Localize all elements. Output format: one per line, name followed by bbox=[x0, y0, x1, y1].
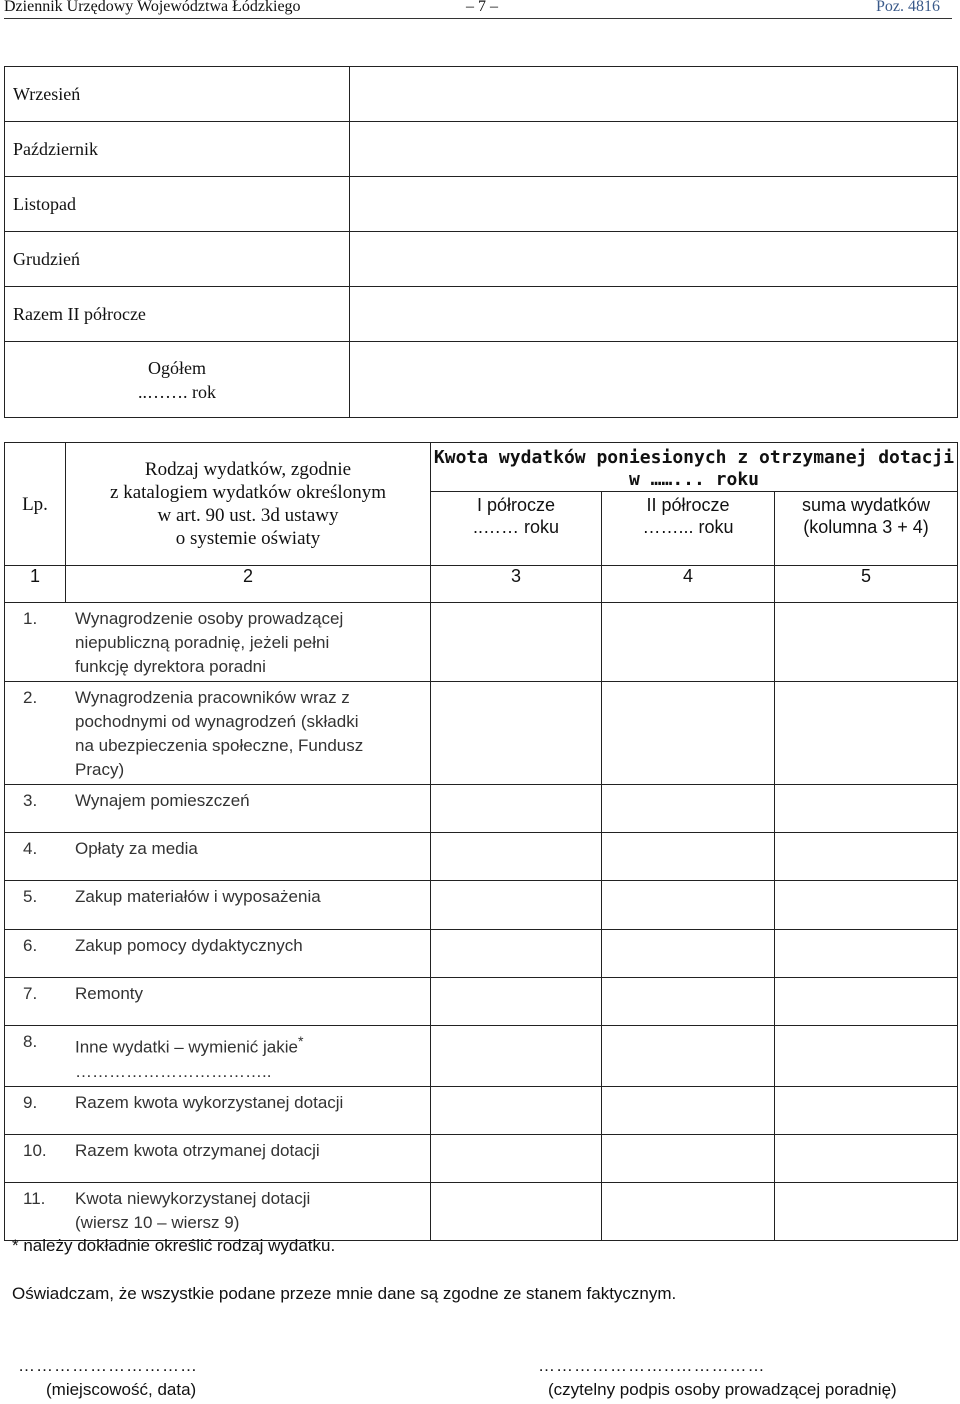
footnote-marker: * bbox=[297, 1034, 304, 1050]
table-row bbox=[5, 603, 958, 682]
second-half-header bbox=[602, 492, 775, 566]
second-half-cell[interactable] bbox=[602, 833, 775, 881]
row-text-dots: …………………………….. bbox=[75, 1061, 272, 1081]
grand-total-year: ..……. rok bbox=[138, 381, 216, 402]
col-lp-header: Lp. bbox=[5, 443, 66, 566]
month-value-cell[interactable] bbox=[350, 122, 958, 177]
table-row bbox=[5, 881, 958, 930]
row-text: Opłaty za media bbox=[75, 839, 198, 858]
first-half-cell[interactable] bbox=[431, 833, 602, 881]
row-number: 9. bbox=[23, 1092, 38, 1112]
column-number: 2 bbox=[66, 566, 431, 603]
second-half-cell[interactable] bbox=[602, 1134, 775, 1182]
row-description bbox=[5, 930, 431, 978]
row-number: 3. bbox=[23, 791, 38, 810]
type-header-line: o systemie oświaty bbox=[175, 528, 321, 549]
row-description bbox=[5, 603, 431, 682]
first-half-cell[interactable] bbox=[431, 881, 602, 930]
month-row bbox=[5, 232, 958, 287]
first-half-cell[interactable] bbox=[431, 930, 602, 978]
sum-cell[interactable] bbox=[775, 833, 958, 881]
column-number: 4 bbox=[602, 566, 775, 603]
row-number: 2. bbox=[23, 688, 38, 707]
second-half-cell[interactable] bbox=[602, 603, 775, 682]
row-description bbox=[5, 1182, 431, 1240]
row-text: Wynagrodzenia pracowników wraz z pochodnymi od wynagrodzeń (składki na ubezpieczenia społeczne, Fundusz Pracy) bbox=[75, 688, 364, 779]
row-number: 6. bbox=[23, 936, 38, 955]
sum-cell[interactable] bbox=[775, 1182, 958, 1240]
month-value-cell[interactable] bbox=[350, 67, 958, 122]
row-description bbox=[5, 1134, 431, 1182]
sum-cell[interactable] bbox=[775, 682, 958, 785]
table-row bbox=[5, 833, 958, 881]
grand-total-title: Ogółem bbox=[148, 357, 206, 378]
signature-line[interactable]: …………………..…………… bbox=[538, 1356, 766, 1375]
row-text: Remonty bbox=[75, 984, 144, 1003]
second-half-cell[interactable] bbox=[602, 978, 775, 1026]
row-text: Razem kwota wykorzystanej dotacji bbox=[75, 1092, 344, 1112]
sum-cell[interactable] bbox=[775, 1026, 958, 1087]
type-header-line: w art. 90 ust. 3d ustawy bbox=[157, 505, 339, 526]
sum-header bbox=[775, 492, 958, 566]
place-date-line[interactable]: ………………………… bbox=[18, 1356, 198, 1375]
row-number: 10. bbox=[23, 1140, 47, 1160]
first-half-cell[interactable] bbox=[431, 978, 602, 1026]
first-half-cell[interactable] bbox=[431, 1134, 602, 1182]
row-number: 7. bbox=[23, 984, 38, 1003]
first-half-label: I półrocze bbox=[476, 495, 556, 515]
first-half-cell[interactable] bbox=[431, 785, 602, 833]
row-text: Kwota niewykorzystanej dotacji (wiersz 10 – wiersz 9) bbox=[75, 1188, 311, 1232]
page-number: – 7 – bbox=[466, 0, 498, 15]
row-text: Zakup pomocy dydaktycznych bbox=[75, 936, 303, 955]
table-row bbox=[5, 978, 958, 1026]
month-row bbox=[5, 122, 958, 177]
row-text: Wynajem pomieszczeń bbox=[75, 791, 250, 810]
grand-total-label bbox=[5, 342, 350, 418]
table-row bbox=[5, 1026, 958, 1087]
table-row bbox=[5, 1086, 958, 1134]
header-row-1 bbox=[5, 443, 958, 492]
second-half-cell[interactable] bbox=[602, 1182, 775, 1240]
row-number: 5. bbox=[23, 887, 38, 906]
month-label: Listopad bbox=[5, 177, 350, 232]
column-number: 5 bbox=[775, 566, 958, 603]
sum-cell[interactable] bbox=[775, 1134, 958, 1182]
amount-header-line: Kwota wydatków poniesionych z otrzymanej dotacji bbox=[433, 447, 955, 468]
row-text: Zakup materiałów i wyposażenia bbox=[75, 887, 321, 906]
row-text: Razem kwota otrzymanej dotacji bbox=[75, 1140, 320, 1160]
first-half-cell[interactable] bbox=[431, 603, 602, 682]
row-description bbox=[5, 682, 431, 785]
journal-title: Dziennik Urzędowy Województwa Łódzkiego bbox=[4, 0, 301, 15]
months-table bbox=[4, 66, 958, 418]
row-description bbox=[5, 1086, 431, 1134]
type-header-line: Rodzaj wydatków, zgodnie bbox=[144, 459, 352, 480]
column-number: 1 bbox=[5, 566, 66, 603]
table-row bbox=[5, 785, 958, 833]
month-label: Październik bbox=[5, 122, 350, 177]
second-half-cell[interactable] bbox=[602, 785, 775, 833]
sum-cell[interactable] bbox=[775, 785, 958, 833]
month-value-cell[interactable] bbox=[350, 287, 958, 342]
month-label: Wrzesień bbox=[5, 67, 350, 122]
second-half-cell[interactable] bbox=[602, 1086, 775, 1134]
row-description bbox=[5, 833, 431, 881]
month-row bbox=[5, 177, 958, 232]
first-half-cell[interactable] bbox=[431, 1086, 602, 1134]
type-header-line: z katalogiem wydatków określonym bbox=[110, 482, 386, 503]
half-year-total-label: Razem II półrocze bbox=[5, 287, 350, 342]
place-date-caption: (miejscowość, data) bbox=[46, 1380, 197, 1399]
sum-cell[interactable] bbox=[775, 978, 958, 1026]
row-description bbox=[5, 978, 431, 1026]
sum-formula: (kolumna 3 + 4) bbox=[803, 517, 929, 537]
sum-cell[interactable] bbox=[775, 930, 958, 978]
first-half-cell[interactable] bbox=[431, 1182, 602, 1240]
table-row bbox=[5, 1182, 958, 1240]
sum-label: suma wydatków bbox=[801, 495, 931, 515]
total-row bbox=[5, 342, 958, 418]
sum-cell[interactable] bbox=[775, 1086, 958, 1134]
month-row bbox=[5, 287, 958, 342]
second-half-year: ……... roku bbox=[642, 517, 734, 537]
table-row bbox=[5, 930, 958, 978]
column-number: 3 bbox=[431, 566, 602, 603]
expenses-table bbox=[4, 442, 958, 1241]
table-row bbox=[5, 682, 958, 785]
footnote: * należy dokładnie określić rodzaj wydatku. bbox=[12, 1236, 336, 1255]
month-label: Grudzień bbox=[5, 232, 350, 287]
first-half-cell[interactable] bbox=[431, 682, 602, 785]
amount-header-line: w ……... roku bbox=[628, 469, 760, 490]
month-value-cell[interactable] bbox=[350, 177, 958, 232]
second-half-cell[interactable] bbox=[602, 1026, 775, 1087]
row-text: Wynagrodzenie osoby prowadzącej niepubliczną poradnię, jeżeli pełni funkcję dyrektora poradni bbox=[75, 609, 344, 676]
second-half-label: II półrocze bbox=[646, 495, 730, 515]
month-row bbox=[5, 67, 958, 122]
grand-total-value-cell[interactable] bbox=[350, 342, 958, 418]
row-number: 8. bbox=[23, 1032, 38, 1051]
page-header bbox=[0, 0, 960, 20]
row-description bbox=[5, 1026, 431, 1087]
amount-header bbox=[431, 443, 958, 492]
header-rule bbox=[4, 18, 952, 19]
col-type-header bbox=[66, 443, 431, 566]
column-numbers-row bbox=[5, 566, 958, 603]
first-half-year: ..…… roku bbox=[472, 517, 560, 537]
row-text-main: Inne wydatki – wymienić jakie bbox=[75, 1037, 298, 1057]
second-half-cell[interactable] bbox=[602, 881, 775, 930]
signature-caption: (czytelny podpis osoby prowadzącej poradnię) bbox=[548, 1380, 897, 1399]
second-half-cell[interactable] bbox=[602, 930, 775, 978]
row-number: 11. bbox=[23, 1188, 46, 1208]
first-half-cell[interactable] bbox=[431, 1026, 602, 1087]
sum-cell[interactable] bbox=[775, 881, 958, 930]
row-number: 4. bbox=[23, 839, 38, 858]
declaration: Oświadczam, że wszystkie podane przeze mnie dane są zgodne ze stanem faktycznym. bbox=[12, 1284, 677, 1303]
sum-cell[interactable] bbox=[775, 603, 958, 682]
row-number: 1. bbox=[23, 609, 38, 628]
row-text bbox=[75, 1030, 367, 1084]
month-value-cell[interactable] bbox=[350, 232, 958, 287]
row-description bbox=[5, 881, 431, 930]
row-description bbox=[5, 785, 431, 833]
position-number: Poz. 4816 bbox=[876, 0, 940, 15]
second-half-cell[interactable] bbox=[602, 682, 775, 785]
table-row bbox=[5, 1134, 958, 1182]
first-half-header bbox=[431, 492, 602, 566]
